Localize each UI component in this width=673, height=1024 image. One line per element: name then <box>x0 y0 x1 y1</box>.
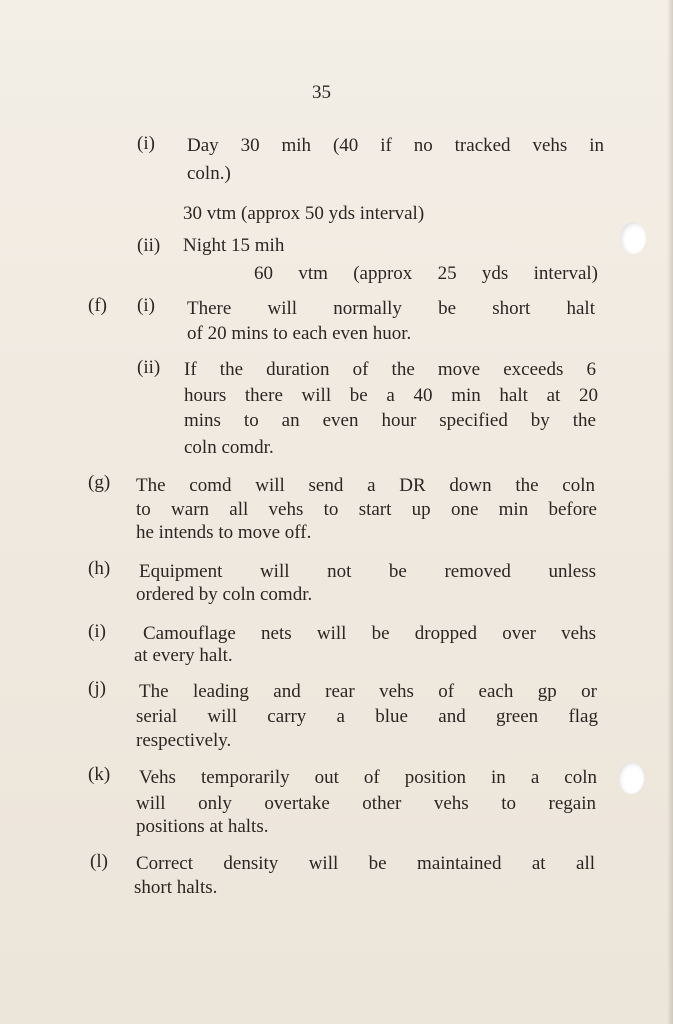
item-sub-label: (i) <box>137 295 155 316</box>
item-line: 60 vtm (approx 25 yds interval) <box>254 263 598 284</box>
item-line: hours there will be a 40 min halt at 20 <box>184 385 598 406</box>
item-line: short halts. <box>134 877 218 898</box>
item-label: (f) <box>88 295 107 316</box>
item-line: will only overtake other vehs to regain <box>136 793 596 814</box>
item-line: Camouflage nets will be dropped over vehs <box>143 623 596 644</box>
item-line: at every halt. <box>134 645 233 666</box>
item-line: of 20 mins to each even huor. <box>187 323 412 344</box>
item-line: The leading and rear vehs of each gp or <box>139 681 597 702</box>
item-line: Correct density will be maintained at all <box>136 853 595 874</box>
item-line: coln.) <box>187 163 231 184</box>
item-line: mins to an even hour specified by the <box>184 410 596 431</box>
page-number: 35 <box>312 82 331 103</box>
item-line: positions at halts. <box>136 816 269 837</box>
item-line: respectively. <box>136 730 232 751</box>
item-line: ordered by coln comdr. <box>136 584 313 605</box>
punch-hole <box>618 762 644 794</box>
item-label: (ii) <box>137 235 161 256</box>
item-line: coln comdr. <box>184 437 274 458</box>
page-edge-shadow <box>667 0 673 1024</box>
punch-hole <box>620 222 646 254</box>
item-label: (k) <box>88 764 111 785</box>
item-line: to warn all vehs to start up one min before <box>136 499 597 520</box>
item-line: There will normally be short halt <box>187 298 595 319</box>
item-line: Night 15 mih <box>183 235 285 256</box>
item-line: Vehs temporarily out of position in a coln <box>139 767 597 788</box>
item-line: If the duration of the move exceeds 6 <box>184 359 596 380</box>
item-label: (h) <box>88 558 111 579</box>
item-label: (l) <box>90 851 108 872</box>
item-label: (i) <box>88 621 106 642</box>
item-label: (g) <box>88 472 111 493</box>
item-line: Day 30 mih (40 if no tracked vehs in <box>187 135 604 156</box>
item-label: (j) <box>88 678 106 699</box>
item-line: 30 vtm (approx 50 yds interval) <box>183 203 425 224</box>
item-label: (i) <box>137 133 155 154</box>
item-line: he intends to move off. <box>136 522 312 543</box>
item-line: Equipment will not be removed unless <box>139 561 596 582</box>
item-label: (ii) <box>137 357 161 378</box>
item-line: The comd will send a DR down the coln <box>136 475 595 496</box>
item-line: serial will carry a blue and green flag <box>136 706 598 727</box>
